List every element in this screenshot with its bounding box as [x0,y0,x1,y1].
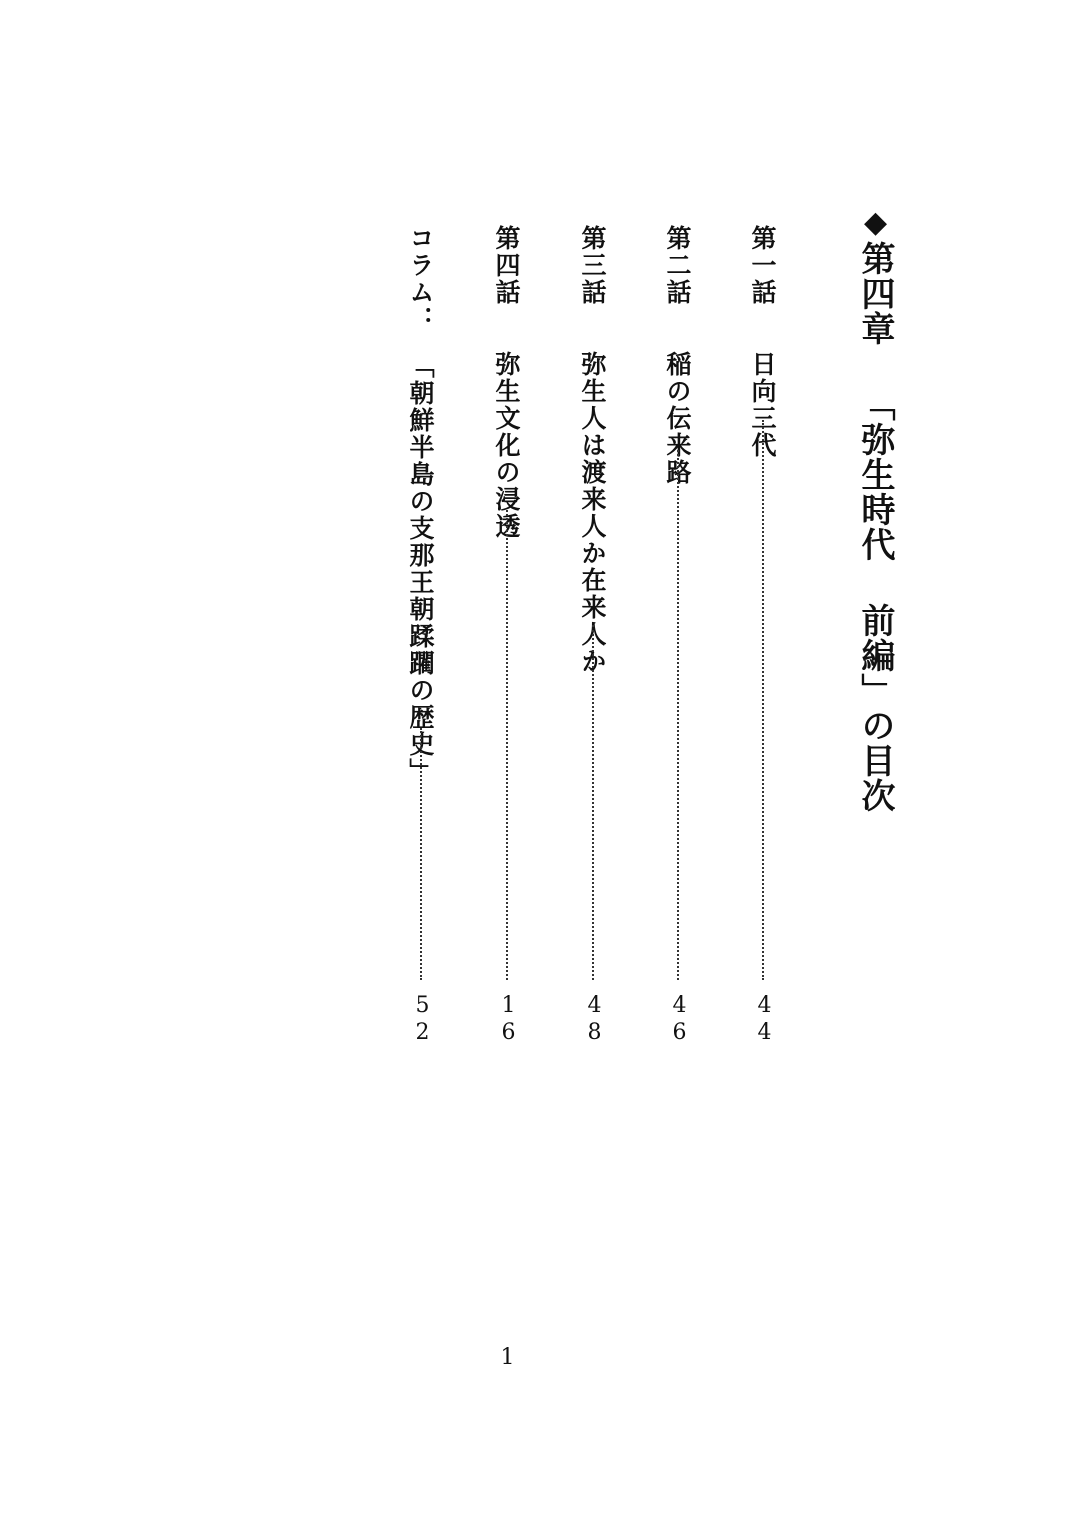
toc-entry-title: 弥生人は渡来人か在来人か [578,351,607,675]
toc-entry-3 [580,225,605,675]
toc-entry-page: 52 [410,993,435,1047]
chapter-heading-text: 第四章 「弥生時代 前編」の目次 [855,241,895,813]
toc-entry-page: 44 [752,993,777,1047]
toc-entry-number: 第一話 [748,225,777,306]
toc-entry-number: 第三話 [578,225,607,306]
dot-leader [592,625,594,980]
toc-entry-number: 第二話 [663,225,692,306]
chapter-heading [855,205,895,813]
dot-leader [420,728,422,980]
toc-entry-number: コラム： [406,225,435,333]
dot-leader [677,450,679,980]
toc-entry-page: 16 [496,993,521,1047]
toc-entry-page: 48 [582,993,607,1047]
toc-entry-2 [665,225,690,486]
page-number: 1 [500,1345,515,1370]
toc-entry-title: 日向三代 [748,351,777,459]
toc-entry-column [408,225,433,785]
toc-entry-number: 第四話 [492,225,521,306]
toc-entry-4 [494,225,519,540]
dot-leader [506,510,508,980]
toc-entry-page: 46 [667,993,692,1047]
toc-entry-title: 弥生文化の浸透 [492,351,521,540]
diamond-bullet-icon: ◆ [858,205,893,241]
dot-leader [762,420,764,980]
toc-entry-title: 「朝鮮半島の支那王朝蹂躙の歴史」 [406,353,435,785]
toc-entry-title: 稲の伝来路 [663,351,692,486]
